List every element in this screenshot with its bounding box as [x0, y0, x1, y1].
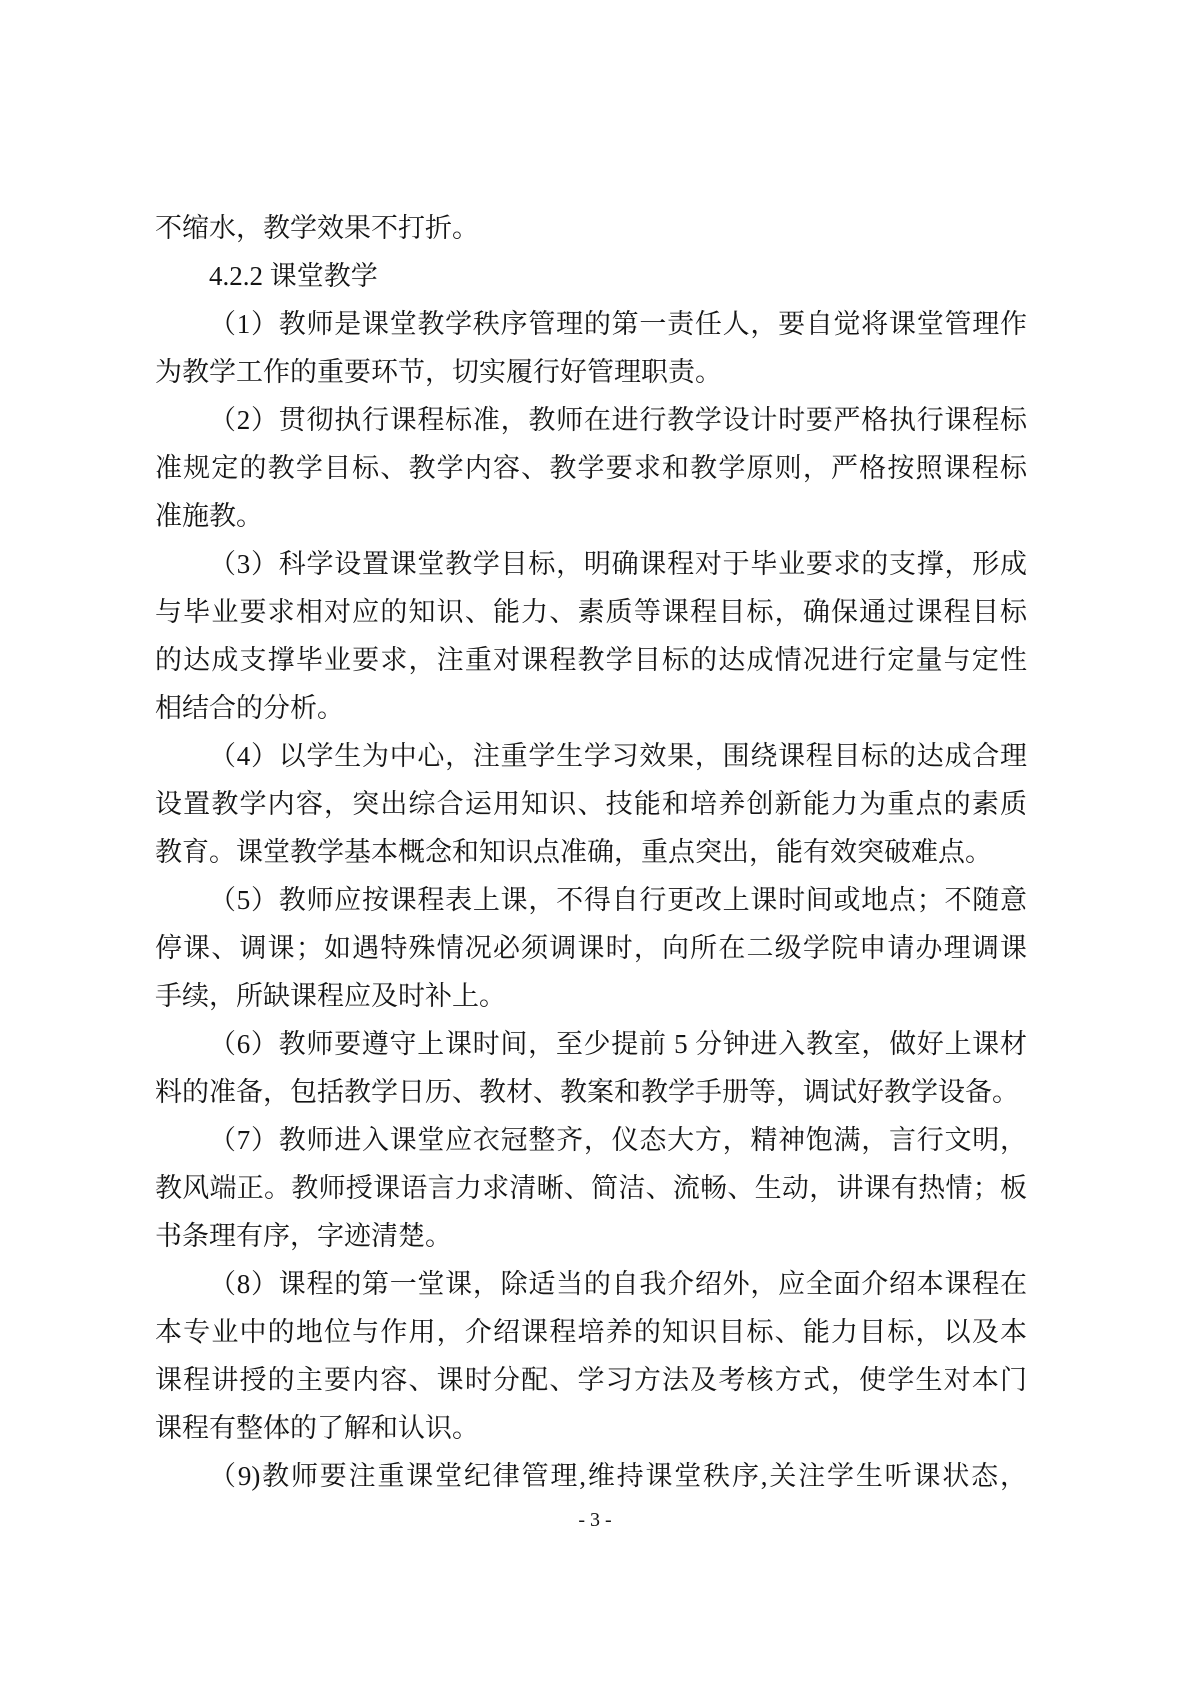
text-line: 课程讲授的主要内容、课时分配、学习方法及考核方式，使学生对本门: [155, 1365, 1027, 1395]
text-line: 4.2.2 课堂教学: [209, 261, 378, 291]
text-line: 料的准备，包括教学日历、教材、教案和教学手册等，调试好教学设备。: [155, 1077, 1019, 1107]
paragraph-item-4: [155, 732, 1027, 876]
text-line: 相结合的分析。: [155, 693, 344, 723]
paragraph-item-9: [155, 1452, 1027, 1500]
text-line: 为教学工作的重要环节，切实履行好管理职责。: [155, 357, 722, 387]
text-line: 与毕业要求相对应的知识、能力、素质等课程目标，确保通过课程目标: [155, 597, 1027, 627]
paragraph-item-5: [155, 876, 1027, 1020]
paragraph-continuation: [155, 204, 1027, 252]
text-line: 书条理有序，字迹清楚。: [155, 1221, 452, 1251]
text-line: 课程有整体的了解和认识。: [155, 1413, 479, 1443]
text-line: 设置教学内容，突出综合运用知识、技能和培养创新能力为重点的素质: [155, 789, 1027, 819]
paragraph-item-3: [155, 540, 1027, 732]
page-number: - 3 -: [578, 1509, 612, 1531]
text-line: 的达成支撑毕业要求，注重对课程教学目标的达成情况进行定量与定性: [155, 645, 1027, 675]
section-heading-4-2-2: [155, 252, 1027, 300]
paragraph-item-7: [155, 1116, 1027, 1260]
text-line: 准施教。: [155, 501, 263, 531]
text-line: （5）教师应按课程表上课，不得自行更改上课时间或地点；不随意: [209, 885, 1027, 915]
document-body: [155, 204, 1027, 1500]
paragraph-item-1: [155, 300, 1027, 396]
text-line: 本专业中的地位与作用，介绍课程培养的知识目标、能力目标，以及本: [155, 1317, 1027, 1347]
text-line: （4）以学生为中心，注重学生学习效果，围绕课程目标的达成合理: [209, 741, 1027, 771]
text-line: 不缩水，教学效果不打折。: [155, 213, 479, 243]
text-line: （6）教师要遵守上课时间，至少提前 5 分钟进入教室，做好上课材: [209, 1029, 1027, 1059]
paragraph-item-6: [155, 1020, 1027, 1116]
paragraph-item-2: [155, 396, 1027, 540]
text-line: 手续，所缺课程应及时补上。: [155, 981, 506, 1011]
text-line: 准规定的教学目标、教学内容、教学要求和教学原则，严格按照课程标: [155, 453, 1027, 483]
text-line: 教育。课堂教学基本概念和知识点准确，重点突出，能有效突破难点。: [155, 837, 992, 867]
text-line: 教风端正。教师授课语言力求清晰、简洁、流畅、生动，讲课有热情；板: [155, 1173, 1027, 1203]
text-line: （2）贯彻执行课程标准，教师在进行教学设计时要严格执行课程标: [209, 405, 1027, 435]
text-line: 停课、调课；如遇特殊情况必须调课时，向所在二级学院申请办理调课: [155, 933, 1027, 963]
paragraph-item-8: [155, 1260, 1027, 1452]
text-line: （7）教师进入课堂应衣冠整齐，仪态大方，精神饱满，言行文明，: [209, 1125, 1027, 1155]
text-line: （1）教师是课堂教学秩序管理的第一责任人，要自觉将课堂管理作: [209, 309, 1027, 339]
text-line: （9)教师要注重课堂纪律管理,维持课堂秩序,关注学生听课状态，: [209, 1461, 1027, 1491]
text-line: （8）课程的第一堂课，除适当的自我介绍外，应全面介绍本课程在: [209, 1269, 1027, 1299]
text-line: （3）科学设置课堂教学目标，明确课程对于毕业要求的支撑，形成: [209, 549, 1027, 579]
